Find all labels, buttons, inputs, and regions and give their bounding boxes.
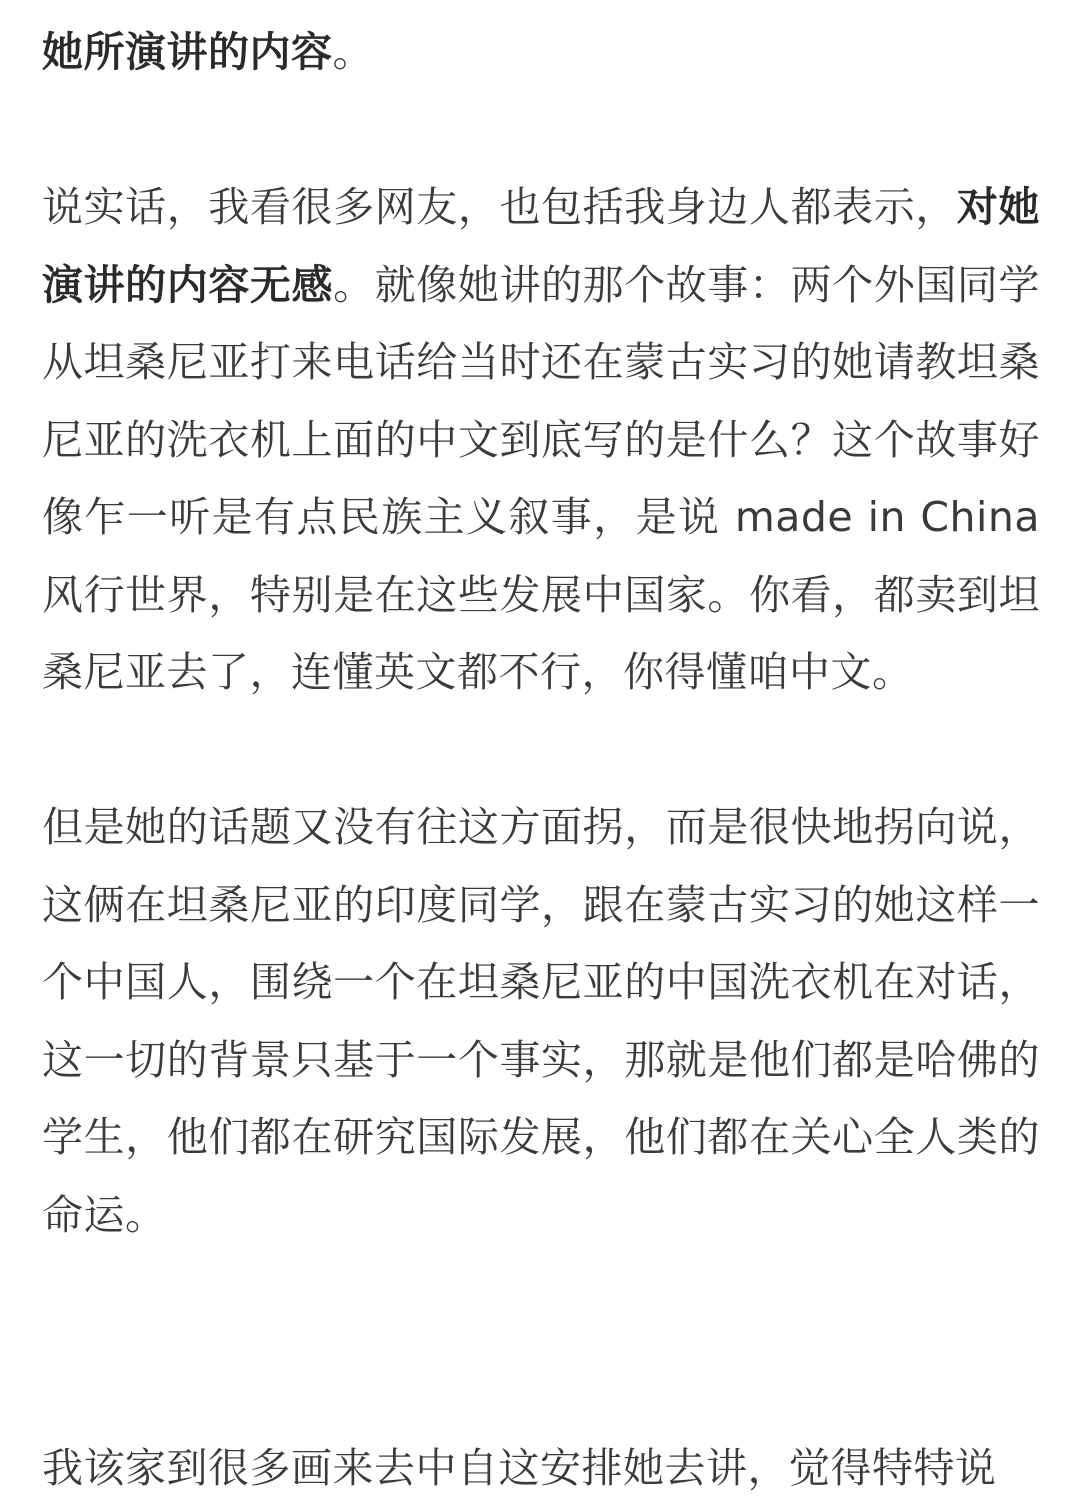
paragraph-text: 说实话，我看很多网友，也包括我身边人都表示， [42,183,957,231]
bold-text: 她所演讲的内容 [42,28,333,76]
paragraph-3 [42,789,1040,1254]
paragraph-spacer [42,92,1040,170]
paragraph-text: 。 [332,28,374,76]
paragraph-1 [42,14,1040,92]
paragraph-4-partial: 我该家到很多画来去中自这安排她去讲，觉得特特说 [42,1444,997,1492]
paragraph-text: 但是她的话题又没有往这方面拐，而是很快地拐向说，这俩在坦桑尼亚的印度同学，跟在蒙古实习的她这样一个中国人，围绕一个在坦桑尼亚的中国洗衣机在对话，这一切的背景只基于一个事实，那就是他们都是哈佛的学生，他们都在研究国际发展，他们都在关心全人类的命运。 [42,803,1040,1239]
paragraph-text: 。就像她讲的那个故事：两个外国同学从坦桑尼亚打来电话给当时还在蒙古实习的她请教坦桑尼亚的洗衣机上面的中文到底写的是什么？这个故事好像乍一听是有点民族主义叙事，是说 made in China 风行世界，特别是在这些发展中国家。你看，都卖到坦桑尼亚去了，连懂英文都不行，你得懂咱中文。 [42,260,1040,696]
article-body [42,14,1040,1254]
paragraph-2 [42,169,1040,712]
bold-text: 对她演讲的内容无感 [42,183,1041,309]
paragraph-spacer [42,712,1040,790]
partial-paragraph-clip [0,1390,1080,1492]
